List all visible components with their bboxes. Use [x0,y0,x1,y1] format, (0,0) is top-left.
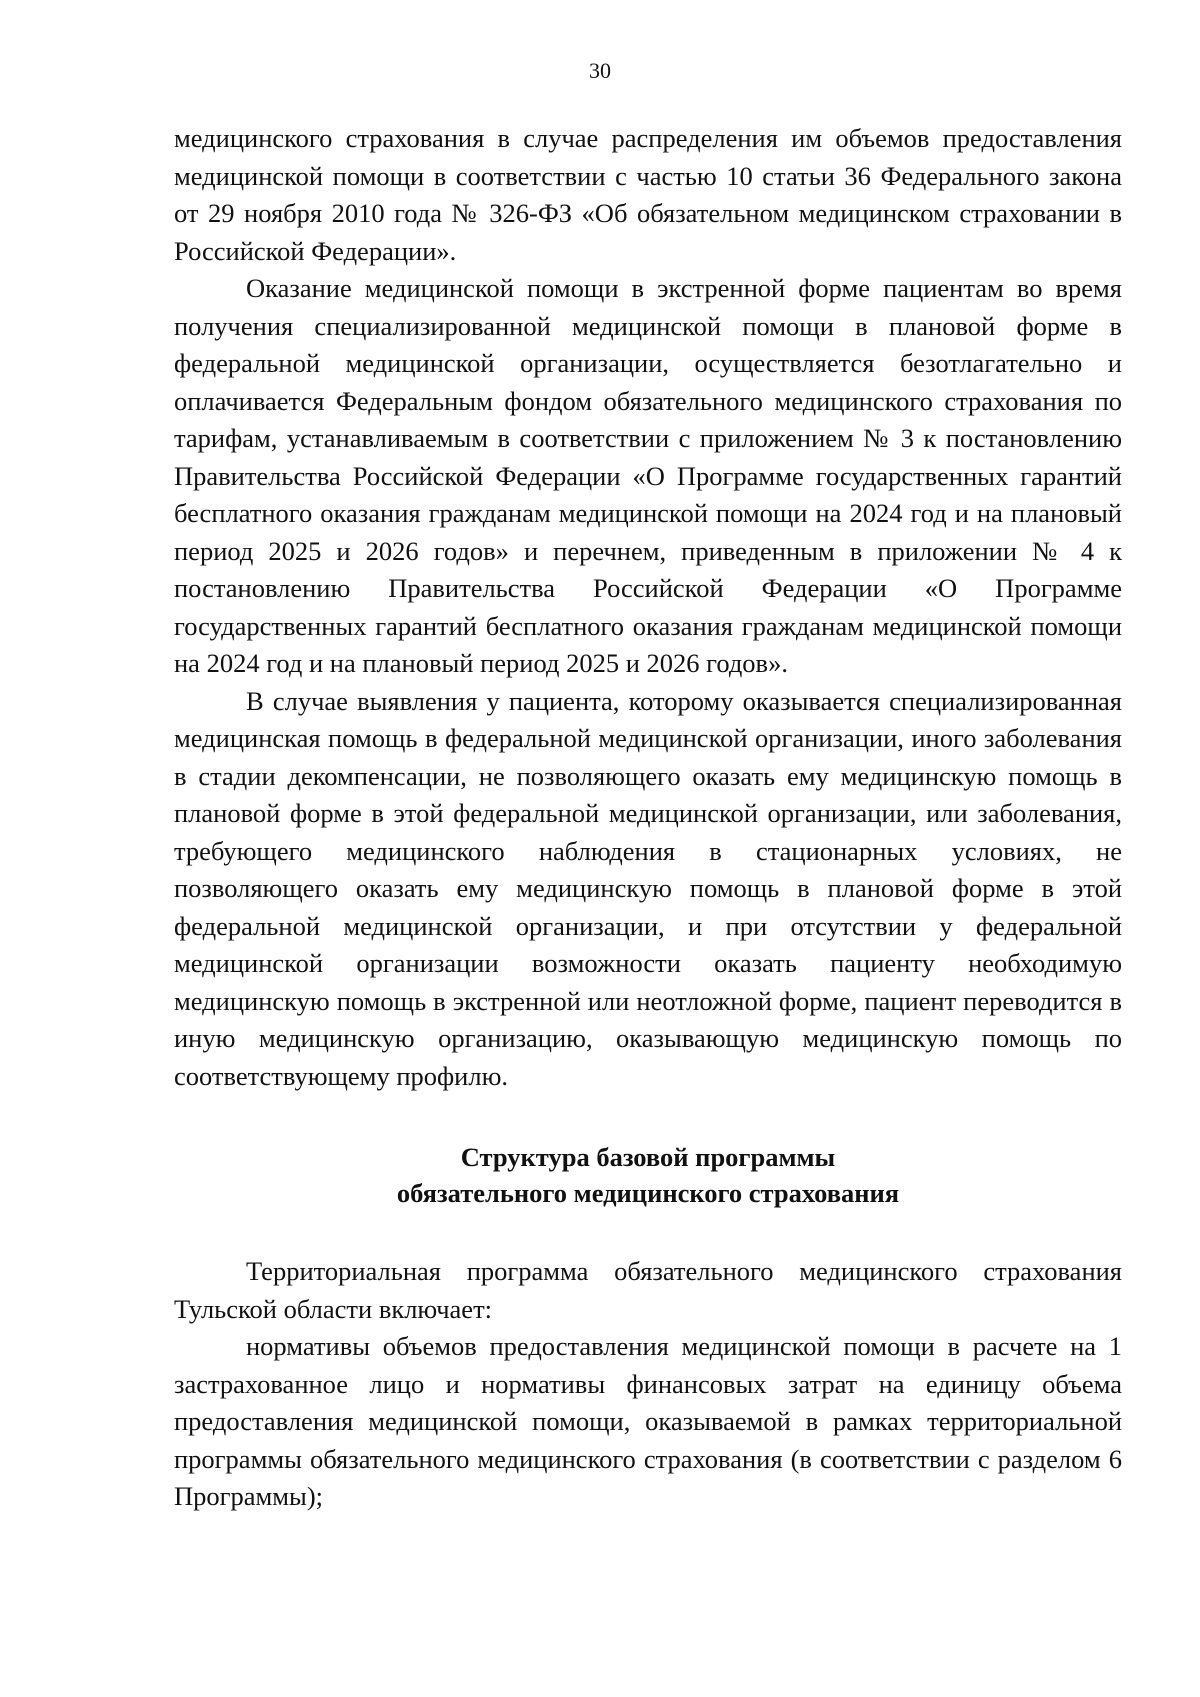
document-body [174,120,1122,1516]
section-heading [174,1139,1122,1211]
paragraph-volume-standards: нормативы объемов предоставления медицинской помощи в расчете на 1 застрахованное лицо и нормативы финансовых затрат на единицу объема предоставления медицинской помощи, оказываемой в рамках территориальной программы обязательного медицинского страхования (в соответствии с разделом 6 Программы); [174,1331,1122,1511]
paragraph-territorial-program: Территориальная программа обязательного медицинского страхования Тульской области включает: [174,1256,1122,1324]
paragraph-emergency-care: Оказание медицинской помощи в экстренной форме пациентам во время получения специализированной медицинской помощи в плановой форме в федеральной медицинской организации, осуществляется безотлагательно и оплачивается Федеральным фондом обязательного медицинского страхования по тарифам, устанавливаемым в соответствии с приложением № 3 к постановлению Правительства Российской Федерации «О Программе государственных гарантий бесплатного оказания гражданам медицинской помощи на 2024 год и на плановый период 2025 и 2026 годов» и перечнем, приведенным в приложении № 4 к постановлению Правительства Российской Федерации «О Программе государственных гарантий бесплатного оказания гражданам медицинской помощи на 2024 год и на плановый период 2025 и 2026 годов». [174,273,1122,678]
page-number: 30 [589,58,611,83]
paragraph-patient-transfer: В случае выявления у пациента, которому оказывается специализированная медицинская помощь в федеральной медицинской организации, иного заболевания в стадии декомпенсации, не позволяющего оказать ему медицинскую помощь в плановой форме в этой федеральной медицинской организации, или заболевания, требующего медицинского наблюдения в стационарных условиях, не позволяющего оказать ему медицинскую помощь в плановой форме в этой федеральной медицинской организации, и при отсутствии у федеральной медицинской организации возможности оказать пациенту необходимую медицинскую помощь в экстренной или неотложной форме, пациент переводится в иную медицинскую организацию, оказывающую медицинскую помощь по соответствующему профилю. [174,685,1122,1091]
section-heading-line-1: Структура базовой программы [460,1142,836,1172]
paragraph-continuation: медицинского страхования в случае распределения им объемов предоставления медицинской помощи в соответствии с частью 10 статьи 36 Федерального закона от 29 ноября 2010 года № 326-ФЗ «Об обязательном медицинском страховании в Российской Федерации». [174,123,1122,266]
section-heading-line-2: обязательного медицинского страхования [396,1178,900,1208]
